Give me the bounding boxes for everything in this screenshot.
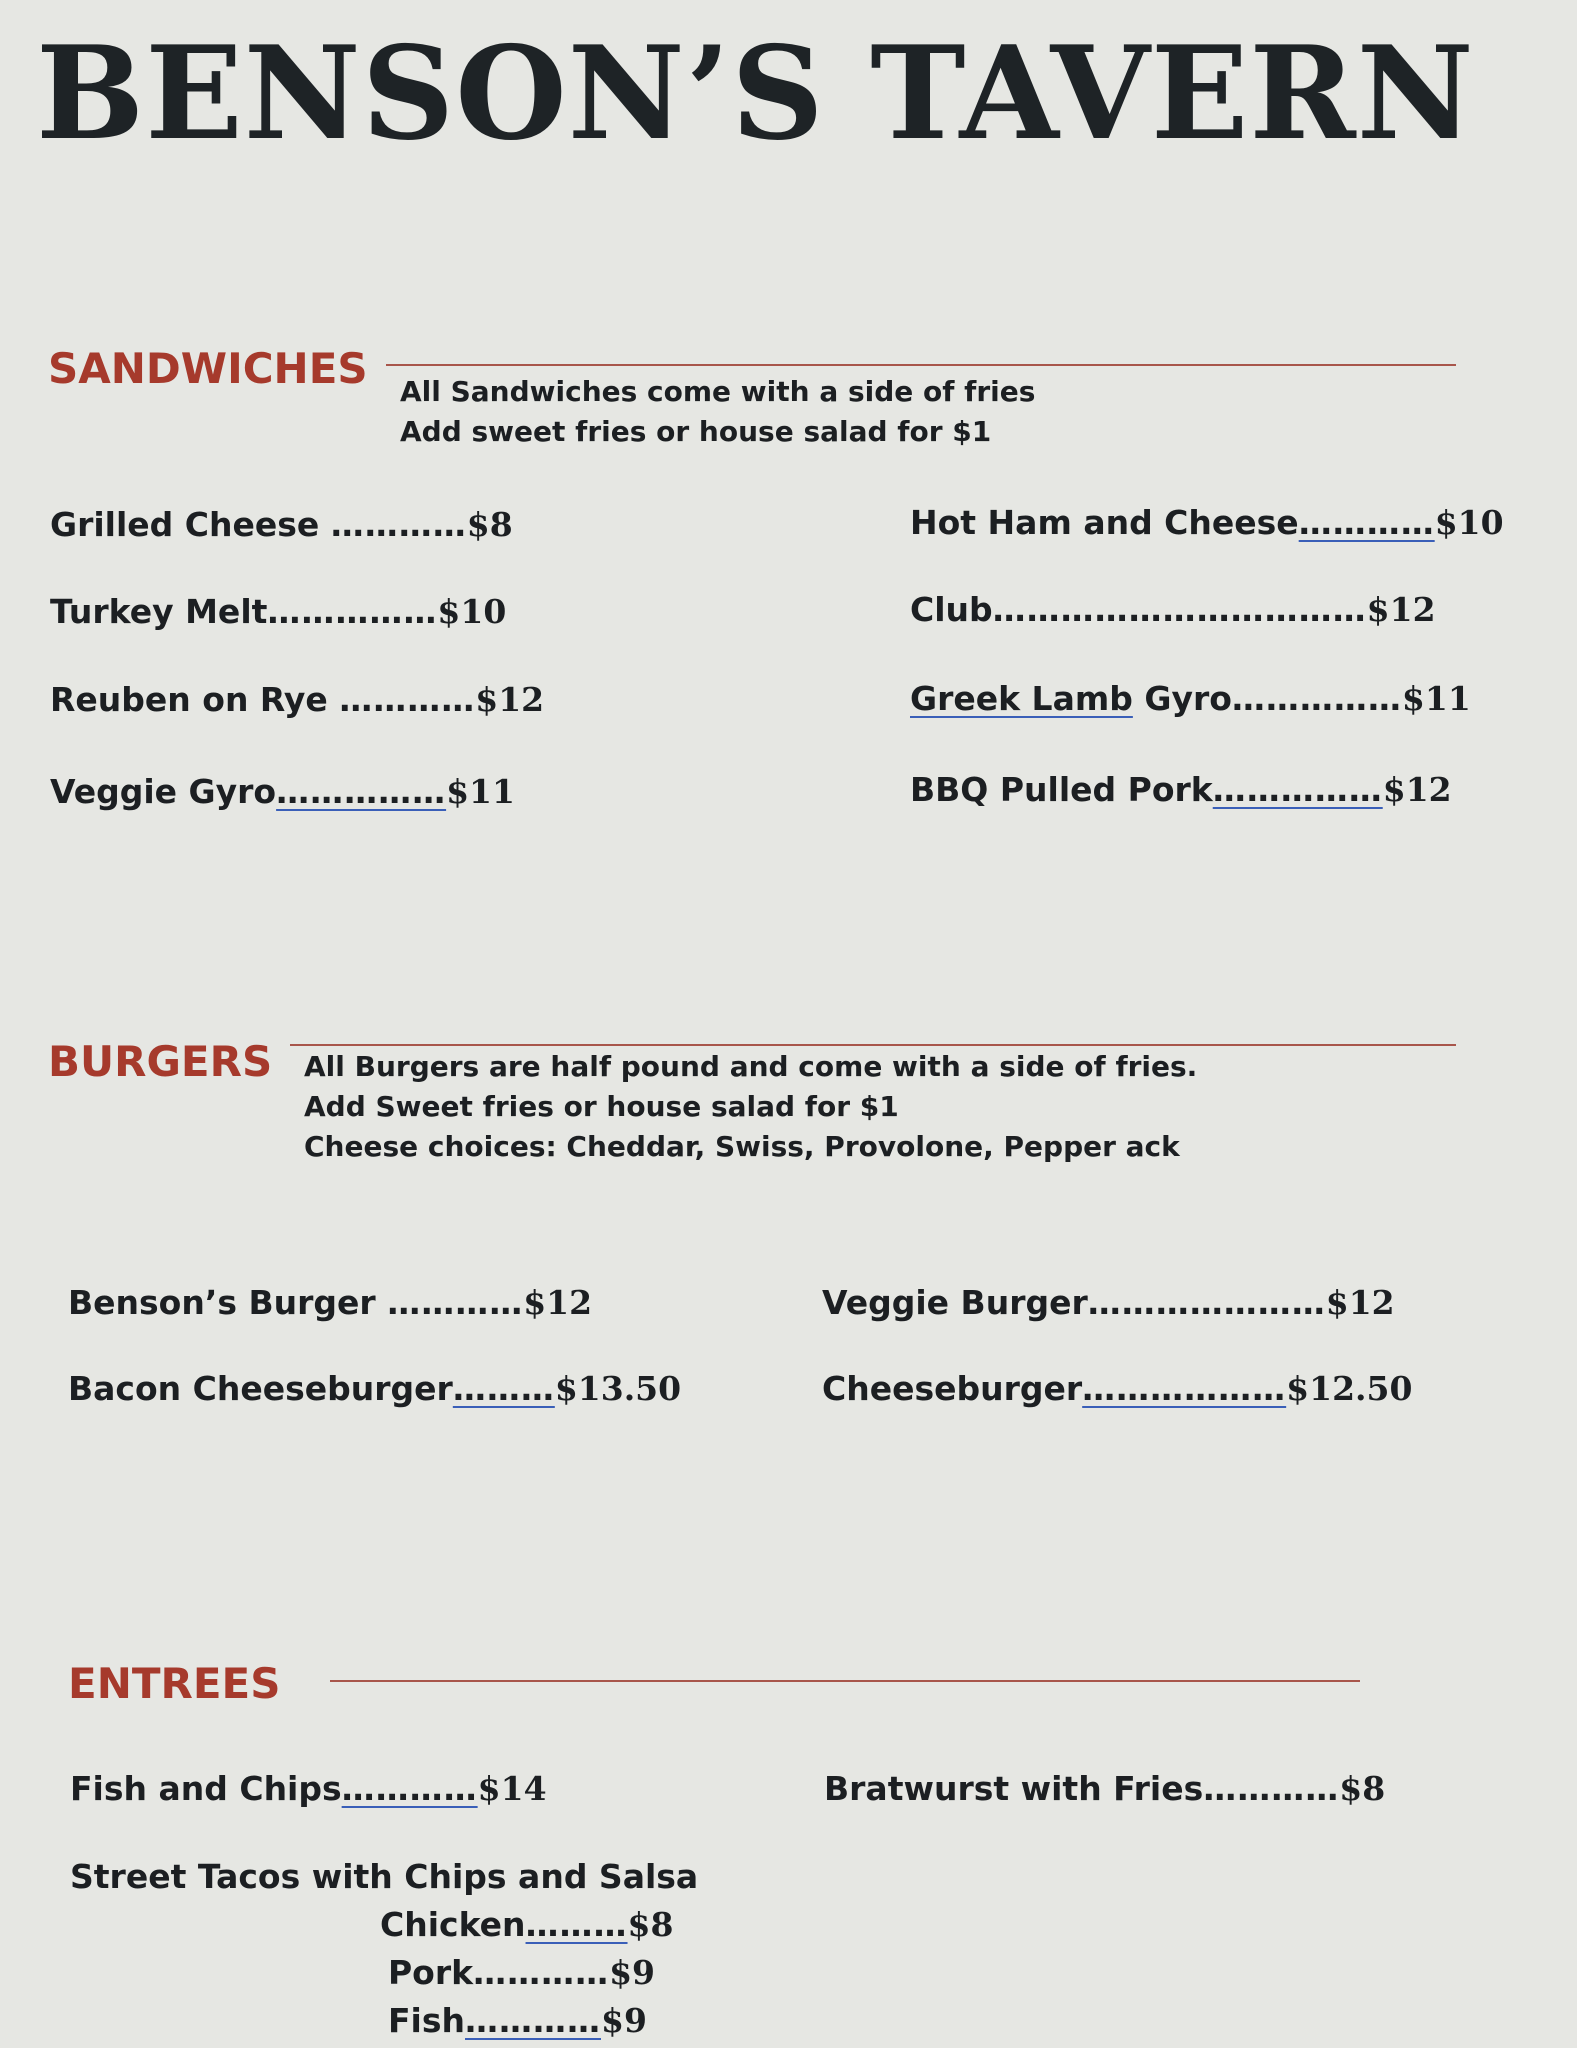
item-price: $12 [523, 1283, 593, 1322]
taco-option-fish [388, 2001, 647, 2040]
item-dots: ………… [473, 1953, 610, 1992]
item-dots: ………… [1203, 1769, 1340, 1808]
menu-item-reuben [50, 680, 545, 719]
menu-item-greek-lamb-gyro [910, 679, 1471, 718]
burgers-rule [290, 1044, 1456, 1046]
item-price: $8 [1339, 1769, 1386, 1808]
menu-item-veggie-burger [822, 1283, 1395, 1322]
entrees-rule [330, 1680, 1360, 1682]
item-price: $11 [446, 772, 515, 811]
entrees-heading: ENTREES [68, 1659, 281, 1708]
item-price: $8 [627, 1905, 674, 1944]
item-dots: ……………… [1082, 1369, 1287, 1408]
item-name: Reuben on Rye [50, 680, 340, 719]
burgers-note-2: Add Sweet fries or house salad for $1 [304, 1090, 899, 1123]
item-dots: …………………………… [992, 590, 1367, 629]
item-price: $9 [601, 2001, 647, 2040]
item-name-suffix: Gyro [1132, 679, 1232, 718]
item-name: Bratwurst with Fries [824, 1769, 1204, 1808]
sandwiches-rule [386, 364, 1456, 366]
item-dots: ………… [465, 2001, 601, 2040]
item-price: $13.50 [554, 1369, 682, 1408]
item-dots: …………… [1212, 770, 1383, 809]
item-price: $14 [477, 1769, 547, 1808]
item-name: Cheeseburger [822, 1369, 1083, 1408]
item-name: Greek Lamb [910, 679, 1133, 718]
item-name: Benson’s Burger [68, 1283, 388, 1322]
menu-item-club [910, 590, 1436, 629]
item-name: Pork [388, 1953, 474, 1992]
menu-item-bratwurst [824, 1769, 1386, 1808]
taco-option-chicken [380, 1905, 674, 1944]
menu-item-fish-and-chips [70, 1769, 547, 1808]
item-name: Veggie Burger [822, 1283, 1088, 1322]
menu-item-cheeseburger [822, 1369, 1413, 1408]
menu-item-turkey-melt [50, 592, 507, 631]
item-name: Hot Ham and Cheese [910, 503, 1299, 542]
menu-item-veggie-gyro [50, 772, 515, 811]
item-price: $10 [1434, 503, 1504, 542]
item-price: $12 [475, 680, 545, 719]
item-name: Fish and Chips [70, 1769, 342, 1808]
sandwiches-note-2: Add sweet fries or house salad for $1 [400, 415, 992, 448]
item-dots: ………… [387, 1283, 524, 1322]
menu-item-bbq-pulled-pork [910, 770, 1452, 809]
item-dots: ………… [1298, 503, 1435, 542]
item-name: Veggie Gyro [50, 772, 277, 811]
item-dots: ………… [330, 505, 467, 544]
item-price: $9 [609, 1953, 656, 1992]
item-price: $12.50 [1286, 1369, 1413, 1408]
menu-item-hot-ham [910, 503, 1504, 542]
item-price: $8 [466, 505, 513, 544]
item-price: $11 [1401, 679, 1471, 718]
item-dots: ……… [525, 1905, 628, 1944]
item-name: Grilled Cheese [50, 505, 331, 544]
item-dots: ………… [339, 680, 476, 719]
item-dots: …………… [267, 592, 438, 631]
item-price: $12 [1382, 770, 1452, 809]
sandwiches-note-1: All Sandwiches come with a side of fries [400, 375, 1036, 408]
sandwiches-notes [400, 372, 1035, 452]
item-dots: …………… [1231, 679, 1402, 718]
burgers-notes [304, 1047, 1197, 1167]
item-dots: …………… [276, 772, 447, 811]
item-name: Fish [388, 2001, 465, 2040]
item-price: $10 [437, 592, 507, 631]
item-name: Chicken [380, 1905, 526, 1944]
item-name: BBQ Pulled Pork [910, 770, 1213, 809]
burgers-note-3: Cheese choices: Cheddar, Swiss, Provolone, Pepper ack [304, 1130, 1180, 1163]
burgers-note-1: All Burgers are half pound and come with a side of fries. [304, 1050, 1198, 1083]
item-price: $12 [1366, 590, 1436, 629]
item-dots: ………………… [1087, 1283, 1326, 1322]
burgers-heading: BURGERS [48, 1037, 273, 1086]
item-name: Bacon Cheeseburger [68, 1369, 453, 1408]
item-name: Club [910, 590, 993, 629]
item-dots: ………… [341, 1769, 478, 1808]
item-price: $12 [1325, 1283, 1395, 1322]
item-dots: ……… [452, 1369, 555, 1408]
menu-item-grilled-cheese [50, 505, 513, 544]
menu-item-bensons-burger [68, 1283, 593, 1322]
menu-item-bacon-cheeseburger [68, 1369, 682, 1408]
sandwiches-heading: SANDWICHES [48, 344, 368, 393]
taco-option-pork [388, 1953, 656, 1992]
item-name: Turkey Melt [50, 592, 268, 631]
street-tacos-title: Street Tacos with Chips and Salsa [70, 1857, 699, 1896]
restaurant-title: BENSON’S TAVERN [36, 19, 1475, 169]
